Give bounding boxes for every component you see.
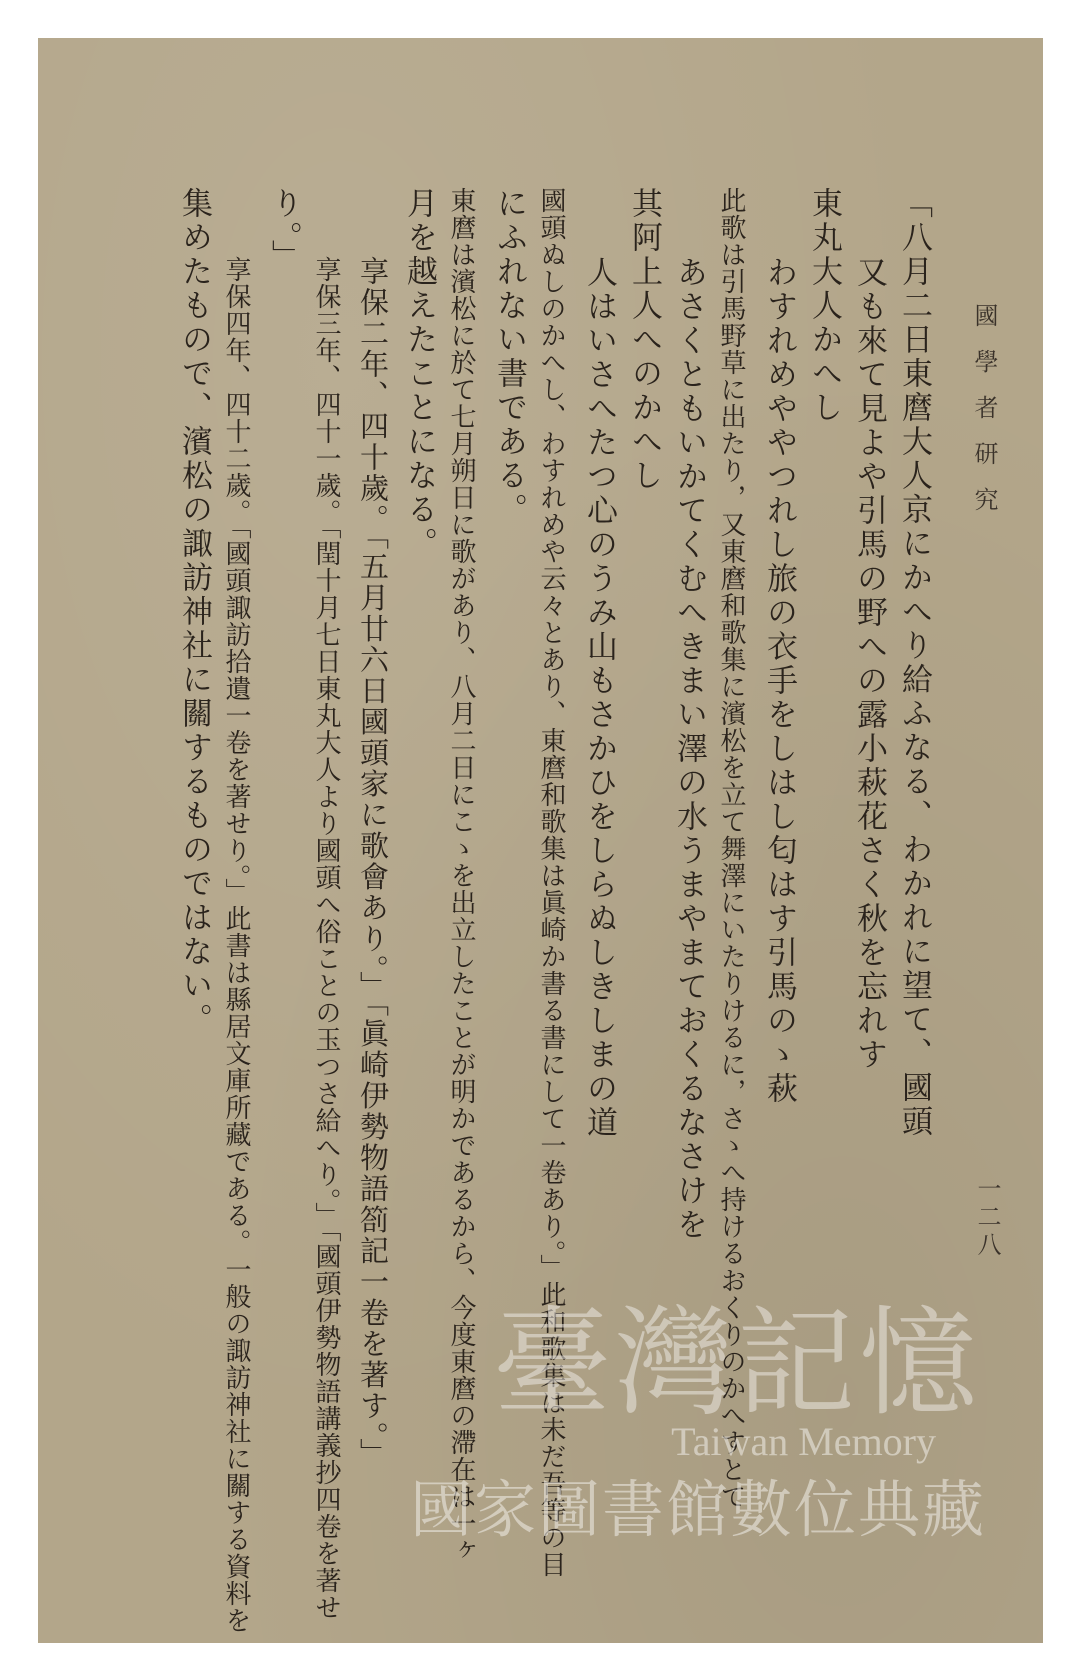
text-line: 此歌は引馬野草に出たり，又東麿和歌集に濱松を立て舞澤にいたりけるに，さゝへ持けるおくりのかへすとて xyxy=(716,187,746,1510)
text-line: 「八月二日東麿大人京にかへり給ふなる、わかれに望て、國頭 xyxy=(896,187,932,1139)
watermark-english: Taiwan Memory xyxy=(671,1419,936,1464)
watermark-calligraphy: 臺灣記憶 xyxy=(492,1294,981,1432)
text-line: 國頭ぬしのかへし、わすれめや云々とあり、東麿和歌集は眞崎か書る書にして一卷あり。」此和歌集は未だ吾等の目 xyxy=(536,187,566,1578)
text-line: わすれめややつれし旅の衣手をしはし匂はす引馬のゝ萩 xyxy=(761,256,797,1106)
text-line: にふれない書である。 xyxy=(491,187,527,527)
running-head: 國學者研究 xyxy=(970,303,998,533)
text-line: あさくともいかてくむへきまい澤の水うまやまておくるなさけを xyxy=(671,256,707,1242)
text-line: 享保二年、四十歲。「五月廿六日國頭家に歌會あり。」「眞崎伊勢物語箚記一卷を著す。」 xyxy=(356,256,390,1469)
watermark-chinese: 國家圖書館數位典藏 xyxy=(409,1473,986,1546)
page-number: 一二八 xyxy=(973,1176,1001,1260)
text-line: 享保三年、四十一歲。「閏十月七日東丸大人より國頭へ俗ことの玉つさ給へり。」「國頭伊勢物語講義抄四卷を著せ xyxy=(311,256,341,1621)
text-line: 東丸大人かへし xyxy=(806,187,842,425)
text-line: 享保四年、四十二歲。「國頭諏訪拾遺一卷を著せり。」此書は縣居文庫所藏である。一般の諏訪神社に關する資料を xyxy=(221,256,251,1634)
text-line: 人はいさへたつ心のうみ山もさかひをしらぬしきしまの道 xyxy=(581,256,617,1140)
text-line: 東麿は濱松に於て七月朔日に歌があり、八月二日にこゝを出立したことが明かであるから、今度東麿の滯在は一ヶ xyxy=(446,187,476,1564)
text-line: 集めたもので、濱松の諏訪神社に關するものではない。 xyxy=(176,187,212,1037)
text-line: 月を越えたことになる。 xyxy=(401,187,437,561)
text-line: り。」 xyxy=(266,187,302,274)
text-line: 又も來て見よや引馬の野への露小萩花さく秋を忘れす xyxy=(851,256,887,1072)
text-line: 其阿上人へのかへし xyxy=(626,187,662,493)
